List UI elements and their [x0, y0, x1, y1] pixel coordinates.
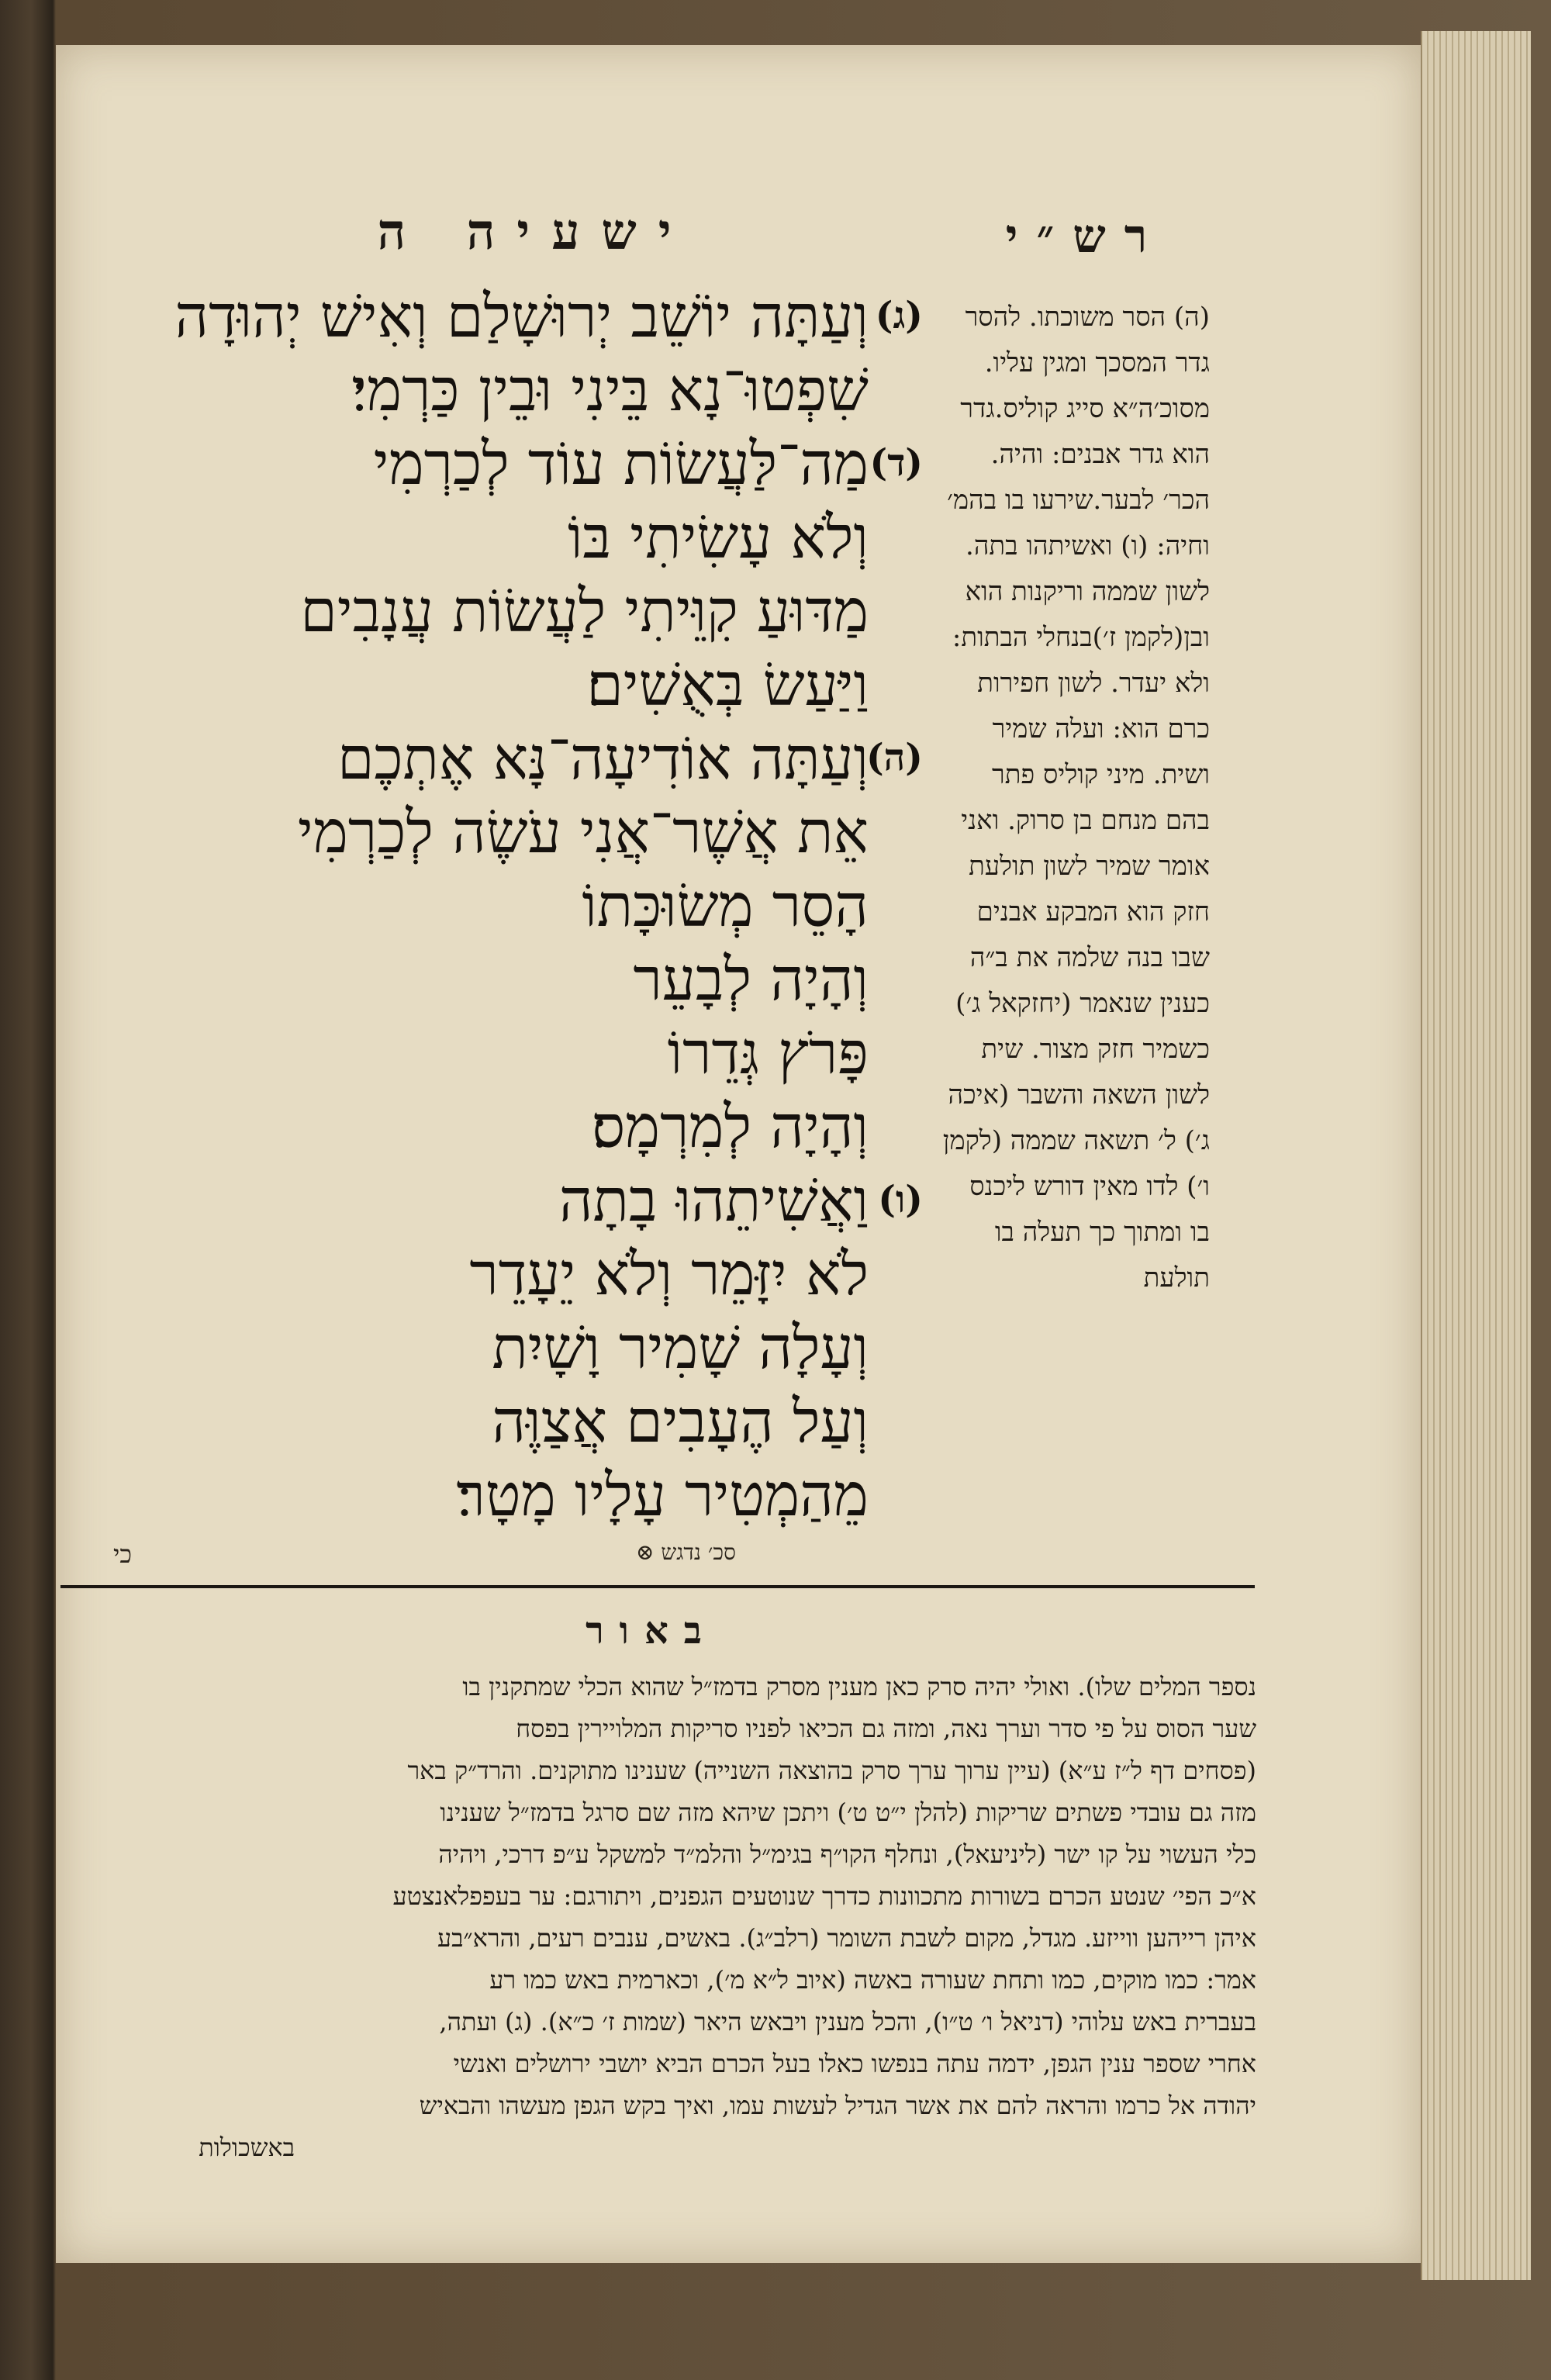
biur-line: שער הסוס על פי סדר וערך נאה, ומזה גם הכיאו לפניו סריקות המלויירין בפסח — [516, 1714, 1256, 1743]
rashi-line: גדר המסכך ומגין עליו. — [984, 347, 1210, 378]
verse-line — [62, 574, 869, 648]
rashi-line: כרם הוא: ועלה שמיר — [992, 713, 1210, 744]
verse-text: פָּרֹץ גְּדֵרוֹ — [667, 1018, 869, 1087]
biur-line: איהן רייהען ווייזע. מגדל, מקום לשבת השומר (רלב״ג). באשים, ענבים רעים, והרא״בע — [437, 1923, 1256, 1953]
page-edges — [1421, 31, 1531, 2280]
rashi-line: וחיה: (ו) ואשיתהו בתה. — [965, 530, 1210, 561]
verse-text: שִׁפְטוּ־נָא בֵּינִי וּבֵין כַּרְמִי׃ — [351, 355, 869, 424]
verse-number: (ד) — [869, 441, 923, 485]
verse-line — [62, 1384, 869, 1458]
verse-text: וְלֹא עָשִׂיתִי בּוֹ — [567, 503, 869, 572]
biur-line: מזה גם עובדי פשתים שריקות (להלן י״ט ט׳) ויתכן שיהא מזה שם סרגל בדמז״ל שענינו — [440, 1798, 1256, 1827]
verse-text: וְעַתָּה אוֹדִיעָה־נָּא אֶתְכֶם — [337, 724, 869, 793]
verse-line — [62, 1163, 923, 1237]
rashi-line: כשמיר חזק מצור. שית — [981, 1034, 1210, 1065]
rashi-line: בהם מנחם בן סרוק. ואני — [961, 805, 1210, 836]
verse-line — [62, 869, 869, 942]
verse-text: וְהָיָה לְמִרְמָס׃ — [591, 1092, 869, 1161]
verse-line — [62, 942, 869, 1016]
biur-line: בעברית באש עלוהי (דניאל ו׳ ט״ו), והכל מענין ויבאש היאר (שמות ז׳ כ״א). (ג) ועתה, — [439, 2007, 1256, 2036]
rashi-line: הוא גדר אבנים: והיה. — [990, 439, 1210, 470]
biur-last-line: באשכולות — [199, 2133, 295, 2162]
rashi-line: חזק הוא המבקע אבנים — [976, 896, 1210, 927]
rashi-line: כענין שנאמר (יחזקאל ג׳) — [955, 988, 1210, 1019]
rashi-commentary-column — [876, 295, 1210, 1301]
rashi-line: (ה) הסר משוכתו. להסר — [965, 302, 1210, 333]
verse-text: מַה־לַּעֲשׂוֹת עוֹד לְכַרְמִי — [373, 429, 869, 498]
biur-line: כלי העשוי על קו ישר (ליניעאל), ונחלף הקו״ף בגימ״ל והלמ״ד למשקל ע״פ דרכי, ויהיה — [438, 1839, 1256, 1869]
rashi-line: הכר׳ לבער.שירעו בו בהמ׳ — [947, 485, 1210, 516]
rashi-line: ולא יעדר. לשון חפירות — [977, 668, 1210, 699]
rashi-line: תולעת — [1143, 1263, 1210, 1294]
verse-text: אֵת אֲשֶׁר־אֲנִי עֹשֶׂה לְכַרְמִי — [297, 797, 869, 866]
section-divider — [60, 1585, 1255, 1588]
verse-line — [62, 1458, 869, 1532]
verse-text: לֹא יִזָּמֵר וְלֹא יֵעָדֵר — [469, 1239, 869, 1308]
rashi-line: לשון השאה והשבר (איכה — [948, 1079, 1210, 1111]
verse-text: וְעַתָּה יוֹשֵׁב יְרוּשָׁלַם וְאִישׁ יְהוּדָה — [174, 282, 869, 351]
rashi-line: אומר שמיר לשון תולעת — [969, 851, 1210, 882]
verse-number: (ה) — [865, 736, 923, 779]
rashi-line: מסוכ׳ה״א סייג קוליס.גדר — [960, 393, 1210, 424]
commentary-title-header: רש״י — [1005, 209, 1166, 264]
verse-number: (ו) — [878, 1178, 923, 1221]
verse-text: וַיַּעַשׂ בְּאֻשִׁים׃ — [586, 650, 869, 719]
verse-line — [62, 1237, 869, 1311]
verse-line — [62, 1311, 869, 1384]
verse-number: (ג) — [875, 294, 923, 337]
rashi-line: ושית. מיני קוליס פתר — [992, 759, 1210, 790]
verse-text: וְעָלָה שָׁמִיר וָשָׁיִת — [492, 1313, 869, 1382]
verse-line — [62, 721, 923, 795]
biur-line: אמר: כמו מוקים, כמו ותחת שעורה באשה (איוב ל״א מ׳), וכארמית באש כמו רע — [489, 1965, 1256, 1995]
biur-line: א״כ הפי׳ שנטע הכרם בשורות מתכוונות כדרך שנוטעים הגפנים, ויתורגם: ער בעפפלאנצטע — [392, 1881, 1256, 1911]
verse-text: וְהָיָה לְבָעֵר — [633, 945, 869, 1014]
verse-text: וְעַל הֶעָבִים אֲצַוֶּה — [492, 1387, 869, 1456]
biur-line: (פסחים דף ל״ז ע״א) (עיין ערוך ערך סרק בהוצאה השנייה) שענינו מתוקנים. והרד״ק באר — [407, 1756, 1256, 1785]
biur-commentary — [62, 1666, 1256, 2168]
verse-text: מַדּוּעַ קִוֵּיתִי לַעֲשׂוֹת עֲנָבִים — [300, 576, 869, 645]
biur-line: אחרי שספר ענין הגפן, ידמה עתה בנפשו כאלו בעל הכרם הביא יושבי ירושלים ואנשי — [453, 2049, 1256, 2078]
verse-line — [62, 1090, 869, 1163]
biur-line: יהודה אל כרמו והראה להם את אשר הגדיל לעשות עמו, ואיך בקש הגפן מעשהו והבאיש — [419, 2091, 1256, 2120]
verse-line — [62, 427, 923, 500]
rashi-line: בו ומתוך כך תעלה בו — [994, 1217, 1210, 1248]
verse-text: וַאֲשִׁיתֵהוּ בָתָה — [558, 1166, 869, 1235]
book-title-header: ישעיה ה — [377, 203, 693, 261]
footnote-marker: סכ׳ נדגש ⊗ — [636, 1539, 736, 1565]
rashi-line: לשון שממה וריקנות הוא — [965, 576, 1210, 607]
rashi-line: ג׳) ל׳ תשאה שממה (לקמן — [942, 1125, 1210, 1156]
verse-line — [62, 279, 923, 353]
catchword: כי — [113, 1539, 133, 1569]
verse-line — [62, 795, 869, 869]
verse-column — [62, 279, 923, 1532]
verse-line — [62, 1016, 869, 1090]
biur-line: נספר המלים שלו). ואולי יהיה סרק כאן מענין מסרק בדמז״ל שהוא הכלי שמתקנין בו — [462, 1672, 1256, 1701]
rashi-line: ובן(לקמן ז׳)בנחלי הבתות: — [952, 622, 1210, 653]
verse-line — [62, 500, 869, 574]
verse-line — [62, 353, 869, 427]
biur-title: באור — [586, 1609, 717, 1653]
verse-text: מֵהַמְטִיר עָלָיו מָטָר׃ — [456, 1460, 869, 1529]
verse-text: הָסֵר מְשׂוּכָּתוֹ — [582, 871, 869, 940]
verse-line — [62, 648, 869, 721]
rashi-line: שבו בנה שלמה את ב״ה — [969, 942, 1210, 973]
rashi-line: ו׳) לדו מאין דורש ליכנס — [969, 1171, 1210, 1202]
